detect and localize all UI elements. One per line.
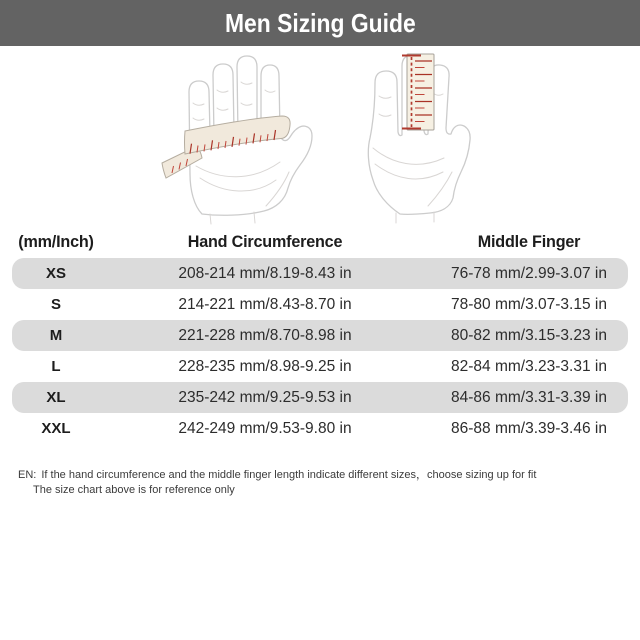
measurement-illustrations <box>0 46 640 226</box>
footnote-line-1 <box>18 468 536 483</box>
hand-circumference-cell: 235-242 mm/9.25-9.53 in <box>178 388 352 406</box>
table-row <box>12 351 628 382</box>
middle-finger-cell: 82-84 mm/3.23-3.31 in <box>451 357 607 375</box>
footnotes <box>18 468 536 498</box>
column-header-hand-circumference: Hand Circumference <box>187 232 343 251</box>
language-label: EN: <box>18 469 37 481</box>
column-header-unit: (mm/Inch) <box>18 232 94 251</box>
hand-circumference-cell: 221-228 mm/8.70-8.98 in <box>178 326 352 344</box>
table-row <box>12 320 628 351</box>
page-title: Men Sizing Guide <box>224 7 416 38</box>
hand-circumference-cell: 242-249 mm/9.53-9.80 in <box>178 419 352 437</box>
size-cell: L <box>51 358 61 375</box>
size-cell: XL <box>46 389 66 406</box>
title-bar <box>0 0 640 46</box>
hand-circumference-cell: 208-214 mm/8.19-8.43 in <box>178 264 352 282</box>
footnote-line-2: The size chart above is for reference only <box>33 484 235 496</box>
table-row <box>12 258 628 289</box>
middle-finger-cell: 76-78 mm/2.99-3.07 in <box>451 264 607 282</box>
table-row <box>12 382 628 413</box>
middle-finger-cell: 80-82 mm/3.15-3.23 in <box>451 326 607 344</box>
table-row <box>12 289 628 320</box>
footnote-text-1: If the hand circumference and the middle finger length indicate different sizes，choose sizing up for fit <box>41 469 537 481</box>
size-cell: M <box>49 327 63 344</box>
size-cell: XXL <box>41 420 71 437</box>
hand-circumference-illustration <box>140 48 340 226</box>
middle-finger-cell: 78-80 mm/3.07-3.15 in <box>451 295 607 313</box>
middle-finger-ruler-illustration <box>360 48 540 226</box>
table-row <box>12 413 628 444</box>
size-cell: S <box>50 296 61 313</box>
column-header-middle-finger: Middle Finger <box>477 232 581 251</box>
hand-circumference-cell: 214-221 mm/8.43-8.70 in <box>178 295 352 313</box>
sizing-table <box>12 226 628 444</box>
middle-finger-cell: 84-86 mm/3.31-3.39 in <box>451 388 607 406</box>
table-header-row <box>12 226 628 258</box>
hand-circumference-cell: 228-235 mm/8.98-9.25 in <box>178 357 352 375</box>
size-cell: XS <box>45 265 66 282</box>
middle-finger-cell: 86-88 mm/3.39-3.46 in <box>451 419 607 437</box>
